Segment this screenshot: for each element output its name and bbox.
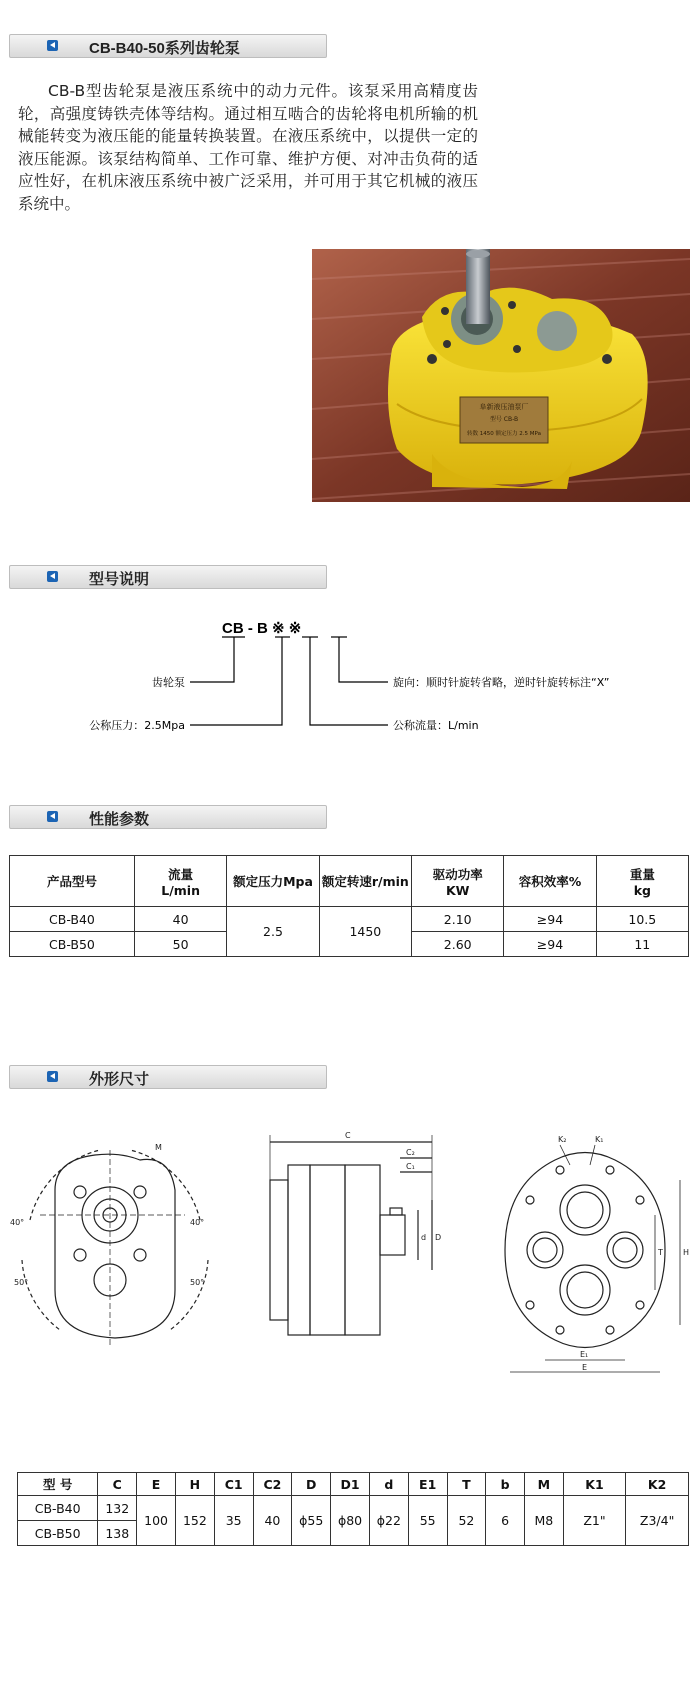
cell-t: 52 [447,1496,486,1546]
col-header: b [486,1473,525,1496]
cell-h: 152 [175,1496,214,1546]
bullet-arrow-icon [47,811,58,822]
table-row [18,1496,689,1521]
section-title: CB-B40-50系列齿轮泵 [89,40,240,57]
dim-label: K₁ [595,1135,604,1144]
table-row [10,907,689,932]
nameplate-model: 型号 CB-B [489,416,519,423]
dim-label: 40° [190,1218,205,1227]
dim-label: H [683,1248,690,1257]
col-header: C [98,1473,137,1496]
cell-c1: 35 [214,1496,253,1546]
dim-label: C₂ [406,1148,415,1157]
cell-model: CB-B50 [10,932,135,957]
section-header-product [9,34,327,58]
table-header-row [10,856,689,907]
col-header: D [292,1473,331,1496]
col-header: M [524,1473,563,1496]
col-header: 容积效率% [504,856,596,907]
section-title: 外形尺寸 [89,1071,150,1088]
cell-pressure: 2.5 [227,907,319,957]
cell-m: M8 [524,1496,563,1546]
cell-e: 100 [137,1496,176,1546]
cell-c: 132 [98,1496,137,1521]
dim-label: 40° [10,1218,25,1227]
cell-power: 2.60 [412,932,504,957]
dim-label: K₂ [558,1135,567,1144]
section-header-dimensions [9,1065,327,1089]
dimension-table [17,1472,689,1546]
dim-label: C₁ [406,1162,415,1171]
cell-efficiency: ≥94 [504,907,596,932]
col-header: 驱动功率 KW [412,856,504,907]
col-header: D1 [331,1473,370,1496]
cell-d-outer: ϕ55 [292,1496,331,1546]
nameplate-maker: 阜新液压油泵厂 [479,403,529,411]
dimension-drawings [0,1120,700,1380]
dim-label: 50° [190,1278,205,1287]
cell-model: CB-B40 [10,907,135,932]
gear-pump-photo [312,249,690,502]
col-header: 重量 kg [596,856,688,907]
col-header: E [137,1473,176,1496]
cell-efficiency: ≥94 [504,932,596,957]
cell-weight: 11 [596,932,688,957]
back-view-drawing [505,1145,680,1372]
cell-power: 2.10 [412,907,504,932]
label-rotation: 旋向：顺时针旋转省略，逆时针旋转标注“X” [393,676,610,689]
col-header: E1 [408,1473,447,1496]
col-header: C2 [253,1473,292,1496]
front-view-drawing [22,1150,208,1345]
label-flow: 公称流量：L/min [393,719,479,732]
col-header: K1 [563,1473,626,1496]
cell-model: CB-B50 [18,1521,98,1546]
cell-flow: 50 [134,932,226,957]
model-explanation-diagram [0,600,700,740]
col-header: 流量 L/min [134,856,226,907]
col-header: 型 号 [18,1473,98,1496]
cell-speed: 1450 [319,907,411,957]
cell-c: 138 [98,1521,137,1546]
col-header: d [369,1473,408,1496]
col-header: T [447,1473,486,1496]
col-header: 额定转速r/min [319,856,411,907]
cell-k1: Z1" [563,1496,626,1546]
section-header-model [9,565,327,589]
cell-d-shaft: ϕ22 [369,1496,408,1546]
label-pressure: 公称压力：2.5Mpa [89,719,185,732]
cell-flow: 40 [134,907,226,932]
col-header: K2 [626,1473,689,1496]
cell-c2: 40 [253,1496,292,1546]
section-title: 性能参数 [89,811,150,828]
dim-label: M [155,1143,162,1152]
dim-label: 50° [14,1278,29,1287]
cell-model: CB-B40 [18,1496,98,1521]
col-header: H [175,1473,214,1496]
product-description: CB-B型齿轮泵是液压系统中的动力元件。该泵采用高精度齿轮，高强度铸铁壳体等结构。通过相互啮合的齿轮将电机所输的机械能转变为液压能的能量转换装置。在液压系统中，以提供一定的液压能源。该泵结构简单、工作可靠、维护方便、对冲击负荷的适应性好，在机床液压系统中被广泛采用，并可用于其它机械的液压系统中。 [18,82,478,213]
col-header: C1 [214,1473,253,1496]
dim-label: E₁ [580,1350,589,1359]
dim-label: d [421,1233,427,1242]
cell-weight: 10.5 [596,907,688,932]
cell-b: 6 [486,1496,525,1546]
dim-label: E [582,1363,588,1372]
cell-e1: 55 [408,1496,447,1546]
col-header: 产品型号 [10,856,135,907]
col-header: 额定压力Mpa [227,856,319,907]
bullet-arrow-icon [47,571,58,582]
model-code: CB - B ※ ※ [222,620,302,637]
performance-table [9,855,689,957]
dim-label: C [345,1131,351,1140]
section-title: 型号说明 [89,571,150,588]
bullet-arrow-icon [47,1071,58,1082]
table-header-row [18,1473,689,1496]
dim-label: T [658,1248,663,1257]
bullet-arrow-icon [47,40,58,51]
cell-d1: ϕ80 [331,1496,370,1546]
cell-k2: Z3/4" [626,1496,689,1546]
dim-label: D [435,1233,442,1242]
section-header-performance [9,805,327,829]
nameplate-rating: 转数 1450 额定压力 2.5 MPa [467,431,541,437]
label-gear-pump: 齿轮泵 [152,676,185,689]
nameplate [460,397,548,443]
